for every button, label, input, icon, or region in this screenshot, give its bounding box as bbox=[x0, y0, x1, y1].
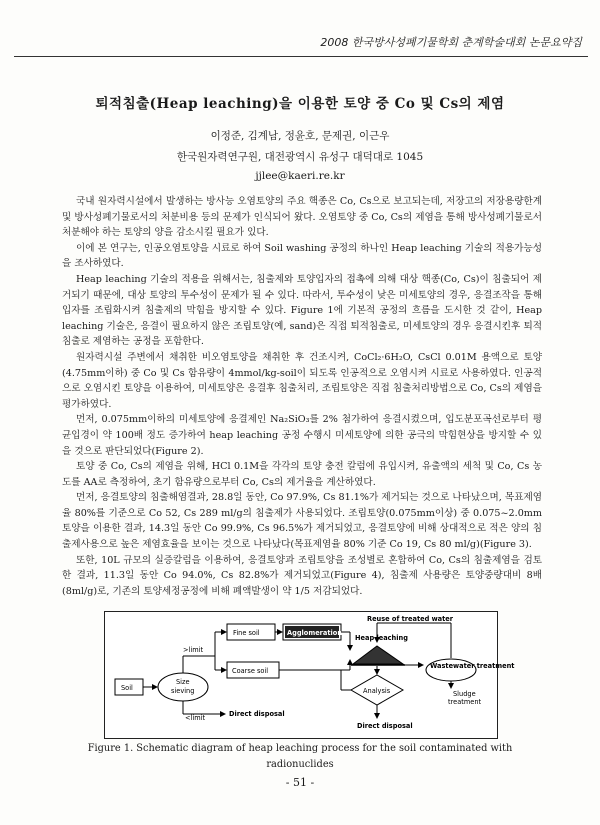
paragraph: 먼저, 응결토양의 침출해염결과, 28.8일 동안, Co 97.9%, Cs 81.1%가 제거되는 것으로 나타났으며, 목표제염율 80%를 기준으로 Co 52, Cs 289 ml/g의 침출제가 사용되었다. 조립토양(0.075mm이상) 중 0.075~2.0mm 토양을 이용한 결과, 14.3일 동안 Co 99.9%, Cs 96.5%가 제거되었고, 응결토양에 비해 상대적으로 적은 양의 침출제사용으로 높은 제염효율을 보이는 것으로 나타났다(목표제염율 80% 기준 Co 19, Cs 80 ml/g)(Figure 3). bbox=[62, 492, 542, 551]
affiliation: 한국원자력연구원, 대전광역시 유성구 대덕대로 1045 bbox=[176, 151, 424, 163]
process-diagram-svg bbox=[105, 612, 515, 738]
coarse-soil-label: Coarse soil bbox=[232, 667, 269, 675]
page-number: - 51 - bbox=[285, 776, 315, 789]
fine-soil-label: Fine soil bbox=[233, 629, 260, 637]
paragraph: 먼저, 0.075mm이하의 미세토양에 응결제인 Na₂SiO₃를 2% 첨가하여 응결시켰으며, 입도분포곡선로부터 평균입경이 약 100배 정도 증가하여 heap leaching 공정 수행시 미세토양에 의한 공극의 막힘현상을 방지할 수 있을 것으로 판단되었다(Figure 2). bbox=[62, 414, 542, 457]
paragraph: 원자력시설 주변에서 채취한 비오염토양을 채취한 후 건조시켜, CoCl₂·6H₂O, CsCl 0.01M 용액으로 토양 (4.75mm이하) 중 Co 및 Cs 함유량이 4mmol/kg-soil이 되도록 인공적으로 오염시켜 시료로 사용하였다. 인공적으로 오염시킨 토양을 이용하여, 미세토양은 응결후 침출처리, 조립토양은 직접 침출처리방법으로 Co, Cs의 제염을 평가하였다. bbox=[62, 351, 542, 410]
reuse-label: Reuse of treated water bbox=[367, 615, 454, 623]
soil-label: Soil bbox=[121, 684, 133, 692]
paragraph: 국내 원자력시설에서 발생하는 방사능 오염토양의 주요 핵종은 Co, Cs으로 보고되는데, 저장고의 저장용량한계 및 방사성폐기물로서의 처분비용 등의 문제가 인식되어 왔다. 오염토양 중 Co, Cs의 제염을 통해 방사성폐기물로서 처분해야 하는 토양의 양을 감소시킬 필요가 있다. bbox=[62, 196, 542, 239]
caption-line-2: radionuclides bbox=[266, 759, 334, 770]
sludge-label-1: Sludge bbox=[453, 690, 476, 698]
process-diagram bbox=[104, 611, 515, 739]
direct-disposal-1-label: Direct disposal bbox=[229, 710, 285, 718]
body-text bbox=[62, 194, 542, 599]
figure-caption bbox=[0, 741, 600, 773]
paper-title: 퇴적침출(Heap leaching)을 이용한 토양 중 Co 및 Cs의 제염 bbox=[95, 96, 505, 112]
paragraph: 이에 본 연구는, 인공오염토양을 시료로 하여 Soil washing 공정의 하나인 Heap leaching 기술의 적용가능성을 조사하였다. bbox=[62, 242, 542, 270]
authors: 이정준, 김계남, 정윤호, 문제권, 이근우 bbox=[210, 130, 390, 142]
paragraph: Heap leaching 기술의 적용을 위해서는, 침출제와 토양입자의 접촉에 의해 대상 핵종(Co, Cs)이 침출되어 제거되기 때문에, 대상 토양의 투수성이 문제가 될 수 있다. 따라서, 투수성이 낮은 미세토양의 경우, 응결조작을 통해 입자를 조립화시켜 침출제의 막힘을 방지할 수 있다. Figure 1에 기본적 공정의 흐름을 도시한 것 같이, Heap leaching 기술은, 응결이 필요하지 않은 조립토양(예, sand)은 직접 퇴적침출로, 미세토양의 경우 응결시킨후 퇴적침출로 제염하는 공정을 포함한다. bbox=[62, 273, 542, 348]
heap-pile bbox=[353, 646, 403, 664]
sludge-label-2: treatment bbox=[448, 698, 482, 706]
lt-limit-label: <limit bbox=[185, 714, 206, 722]
header-rule bbox=[14, 56, 588, 57]
wastewater-label: Wastewater treatment bbox=[430, 662, 515, 670]
size-label: Size bbox=[176, 678, 190, 686]
heap-leaching-label: Heap leaching bbox=[355, 634, 408, 642]
paragraph: 또한, 10L 규모의 실증칼럼을 이용하여, 응결토양과 조립토양을 조성별로 혼합하여 Co, Cs의 침출제염을 검토한 결과, 11.3일 동안 Co 94.0%, Cs 82.8%가 제거되었고(Figure 4), 침출제 사용량은 토양중량대비 8배(8ml/g)로, 기존의 토양세정공정에 비해 폐액발생이 약 1/5 저감되었다. bbox=[62, 554, 542, 597]
sieving-label: sieving bbox=[171, 687, 195, 695]
email: jjlee@kaeri.re.kr bbox=[255, 170, 345, 182]
gt-limit-label: >limit bbox=[183, 646, 204, 654]
caption-line-1: Figure 1. Schematic diagram of heap leaching process for the soil contaminated with bbox=[87, 743, 513, 754]
agglomeration-label: Agglomeration bbox=[287, 629, 343, 637]
analysis-label: Analysis bbox=[363, 687, 391, 695]
direct-disposal-2-label: Direct disposal bbox=[357, 722, 413, 730]
running-header: 2008 한국방사성폐기물학회 춘계학술대회 논문요약집 bbox=[320, 36, 582, 49]
paragraph: 토양 중 Co, Cs의 제염을 위해, HCl 0.1M을 각각의 토양 충전 칼럼에 유입시켜, 유출액의 세척 및 Co, Cs 농도를 AA로 측정하여, 초기 함유량으로부터 Co, Cs의 제거율을 계산하였다. bbox=[62, 461, 542, 488]
